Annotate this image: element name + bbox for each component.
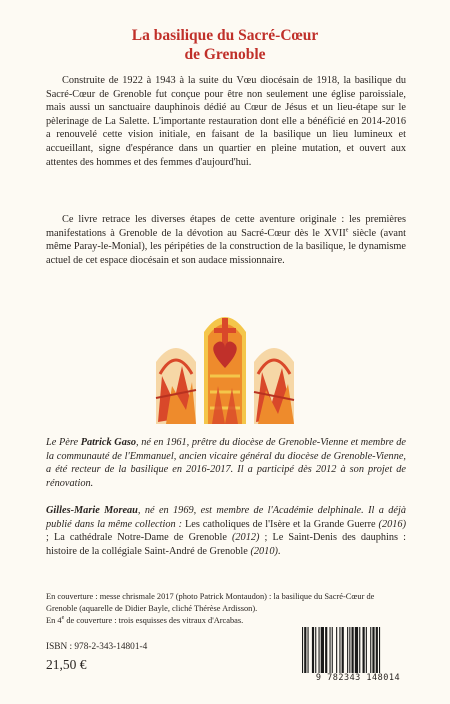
cover-credits xyxy=(46,591,406,626)
author-bio-2 xyxy=(46,504,406,558)
century-superscript: e xyxy=(345,227,349,234)
barcode-bar xyxy=(349,627,350,673)
author-bio-2-text: , né en 1969, est membre de l'Académie delphinale. Il a déjà publié dans la même collection : xyxy=(46,505,406,530)
barcode-bar xyxy=(315,627,316,673)
barcode-bar xyxy=(359,627,360,673)
barcode-bar xyxy=(355,627,358,673)
cover-credit-back xyxy=(46,615,406,627)
ean-barcode xyxy=(296,627,420,685)
barcode-bar xyxy=(312,627,314,673)
book-separator-1: ; xyxy=(46,532,54,544)
stained-glass-left-panel xyxy=(156,348,196,424)
cover-credit-front: En couverture : messe chrismale 2017 (photo Patrick Montaudon) : la basilique du Sacré-Cœur de Grenoble (aquarelle de Didier Bayle, cliché Thérèse Ardisson). xyxy=(46,592,375,613)
book-title xyxy=(0,26,450,64)
barcode-bar xyxy=(336,627,337,673)
cover-credit-back-post: de couverture : trois esquisses des vitraux d'Arcabas. xyxy=(64,615,244,625)
author-bio-1-text: , né en 1961, prêtre du diocèse de Grenoble-Vienne et membre de la communauté de l'Emmanuel, ancien vicaire général du diocèse de Grenoble-Vienne, a été recteur de la basilique en 2016-2017. Il a participé dès 2012 à son projet de rénovation. xyxy=(46,437,406,489)
barcode-digits: 9 782343 148014 xyxy=(315,673,401,683)
barcode-bar xyxy=(302,627,303,673)
barcode-bar xyxy=(319,627,320,673)
book-year-2: (2012) xyxy=(226,532,260,544)
book-year-1: (2016) xyxy=(375,518,406,530)
author-bio-1-prefix: Le Père xyxy=(46,437,81,448)
stained-glass-right-panel xyxy=(254,348,294,424)
cover-credit-back-pre: En 4 xyxy=(46,615,62,625)
book-title-1: Les catholiques de l'Isère et la Grande Guerre xyxy=(184,518,376,530)
stained-glass-center-panel xyxy=(204,317,246,424)
barcode-bar xyxy=(332,627,333,673)
book-price: 21,50 € xyxy=(46,657,87,672)
summary-paragraph-2-text: Ce livre retrace les diverses étapes de cette aventure originale : les premières manifestations à Grenoble de la dévotion au Sacré-Cœur dès le XVII xyxy=(46,214,406,239)
book-separator-2: ; xyxy=(259,532,273,544)
barcode-bar xyxy=(347,627,348,673)
author-name-2: Gilles-Marie Moreau xyxy=(46,505,138,516)
summary-paragraph-1: Construite de 1922 à 1943 à la suite du Vœu diocésain de 1918, la basilique du Sacré-Cœur de Grenoble fut conçue pour être non seulement une église paroissiale, mais aussi un sanctuaire dauphinois dédié au Cœur de Jésus et un lieu-étape sur le pèlerinage de La Salette. L'importante restauration dont elle a bénéficié en 2014-2016 a renouvelé cette vision initiale, en faisant de la basilique un lieu lumineux et accueillant, signe d'espérance dans un quartier en pleine mutation, et ouvert aux attentes des hommes et des femmes d'aujourd'hui. xyxy=(46,75,406,168)
barcode-bar xyxy=(321,627,324,673)
author-bio-1 xyxy=(46,436,406,490)
barcode-bar xyxy=(325,627,327,673)
barcode-bar xyxy=(372,627,374,673)
cover-credit-superscript: e xyxy=(61,614,65,621)
barcode-bar xyxy=(342,627,344,673)
barcode-bar xyxy=(379,627,380,673)
barcode-bar xyxy=(339,627,340,673)
bio-2-end: . xyxy=(277,545,281,557)
barcode-bar xyxy=(366,627,367,673)
summary-paragraph-2-text-end: siècle (avant même Paray-le-Monial), les péripéties de la construction de la basilique, le dynamisme actuel de cet espace diocésain et son audace missionnaire. xyxy=(46,227,406,266)
barcode-bars xyxy=(302,627,414,673)
isbn-number: ISBN : 978-2-343-14801-4 xyxy=(46,642,148,652)
stained-glass-sketch-image xyxy=(152,306,298,424)
book-year-3: (2010) xyxy=(247,545,278,557)
book-title-3: Le Saint-Denis des dauphins : histoire de la collégiale Saint-André de Grenoble xyxy=(46,532,406,557)
summary-paragraph-2 xyxy=(46,213,406,267)
barcode-bar xyxy=(304,627,306,673)
barcode-bar xyxy=(363,627,365,673)
author-name-1: Patrick Gaso xyxy=(80,437,137,448)
barcode-bar xyxy=(330,627,331,673)
book-title-2: La cathédrale Notre-Dame de Grenoble xyxy=(53,532,227,544)
barcode-bar xyxy=(352,627,354,673)
book-title-line-2: de Grenoble xyxy=(184,46,266,63)
barcode-bar xyxy=(308,627,309,673)
book-title-line-1: La basilique du Sacré-Cœur xyxy=(131,27,319,44)
barcode-bar xyxy=(370,627,371,673)
barcode-bar xyxy=(376,627,378,673)
